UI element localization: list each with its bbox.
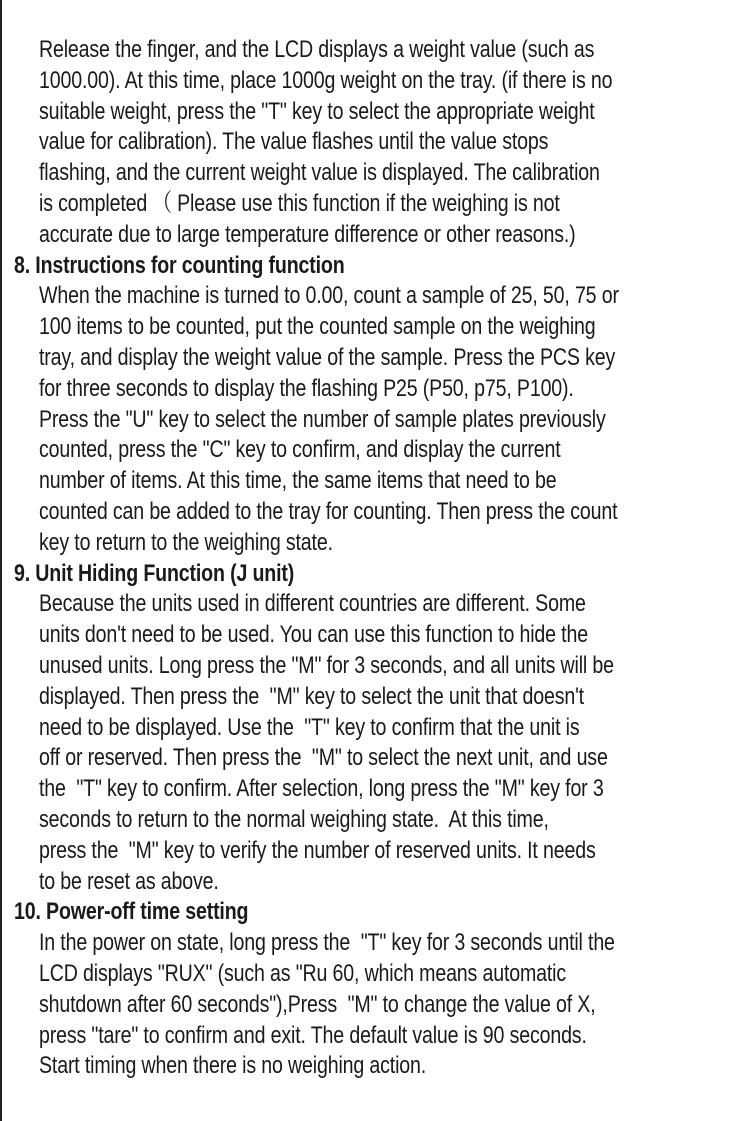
body-text-line: seconds to return to the normal weighing state. At this time, [39,805,549,833]
section-power-off-time [0,897,750,1082]
body-text-line: Release the finger, and the LCD displays a weight value (such as [39,36,595,63]
body-text-line: counted, press the "C" key to confirm, and display the current [39,436,561,464]
body-text-line: suitable weight, press the "T" key to select the appropriate weight [39,97,595,125]
body-text-line: key to return to the weighing state. [39,528,333,556]
body-text-line: units don't need to be used. You can use this function to hide the [39,621,588,649]
body-text-line: for three seconds to display the flashing P25 (P50, p75, P100). [39,374,574,402]
section-heading: 9. Unit Hiding Function (J unit) [14,559,295,587]
body-text-line: off or reserved. Then press the "M" to select the next unit, and use [39,744,608,772]
body-text-line: 100 items to be counted, put the counted sample on the weighing [39,313,596,341]
body-text-line: accurate due to large temperature difference or other reasons.) [39,220,576,248]
body-text-line: In the power on state, long press the "T" key for 3 seconds until the [39,929,615,957]
body-text-line: 1000.00). At this time, place 1000g weight on the tray. (if there is no [39,66,613,94]
body-text-line: LCD displays "RUX" (such as "Ru 60, which means automatic [39,959,567,987]
body-text-line: unused units. Long press the "M" for 3 seconds, and all units will be [39,651,614,679]
section-heading: 10. Power-off time setting [14,898,249,926]
calibration-continuation [0,35,750,251]
body-text-line: shutdown after 60 seconds"),Press "M" to change the value of X, [39,990,596,1018]
body-text-line: need to be displayed. Use the "T" key to confirm that the unit is [39,713,580,741]
section-heading: 8. Instructions for counting function [14,251,345,279]
body-text-line: press "tare" to confirm and exit. The default value is 90 seconds. [39,1021,587,1049]
body-text-line: displayed. Then press the "M" key to select the unit that doesn't [39,682,584,710]
body-text-line: counted can be added to the tray for counting. Then press the count [39,497,618,525]
body-text-line: When the machine is turned to 0.00, count a sample of 25, 50, 75 or [39,282,619,310]
body-text-line: is completed （ Please use this function if the weighing is not [39,189,560,217]
section-unit-hiding [0,559,750,898]
manual-page [0,35,750,1082]
body-text-line: press the "M" key to verify the number of reserved units. It needs [39,836,596,864]
body-text-line: tray, and display the weight value of the sample. Press the PCS key [39,343,616,371]
body-text-line: number of items. At this time, the same items that need to be [39,467,557,495]
section-counting-function [0,251,750,559]
body-text-line: Press the "U" key to select the number of sample plates previously [39,405,606,433]
body-text-line: the "T" key to confirm. After selection, long press the "M" key for 3 [39,775,604,803]
body-text-line: flashing, and the current weight value is displayed. The calibration [39,159,600,187]
body-text-line: to be reset as above. [39,867,219,895]
body-text-line: Because the units used in different countries are different. Some [39,590,586,618]
body-text-line: Start timing when there is no weighing action. [39,1052,427,1080]
body-text-line: value for calibration). The value flashes until the value stops [39,128,549,156]
